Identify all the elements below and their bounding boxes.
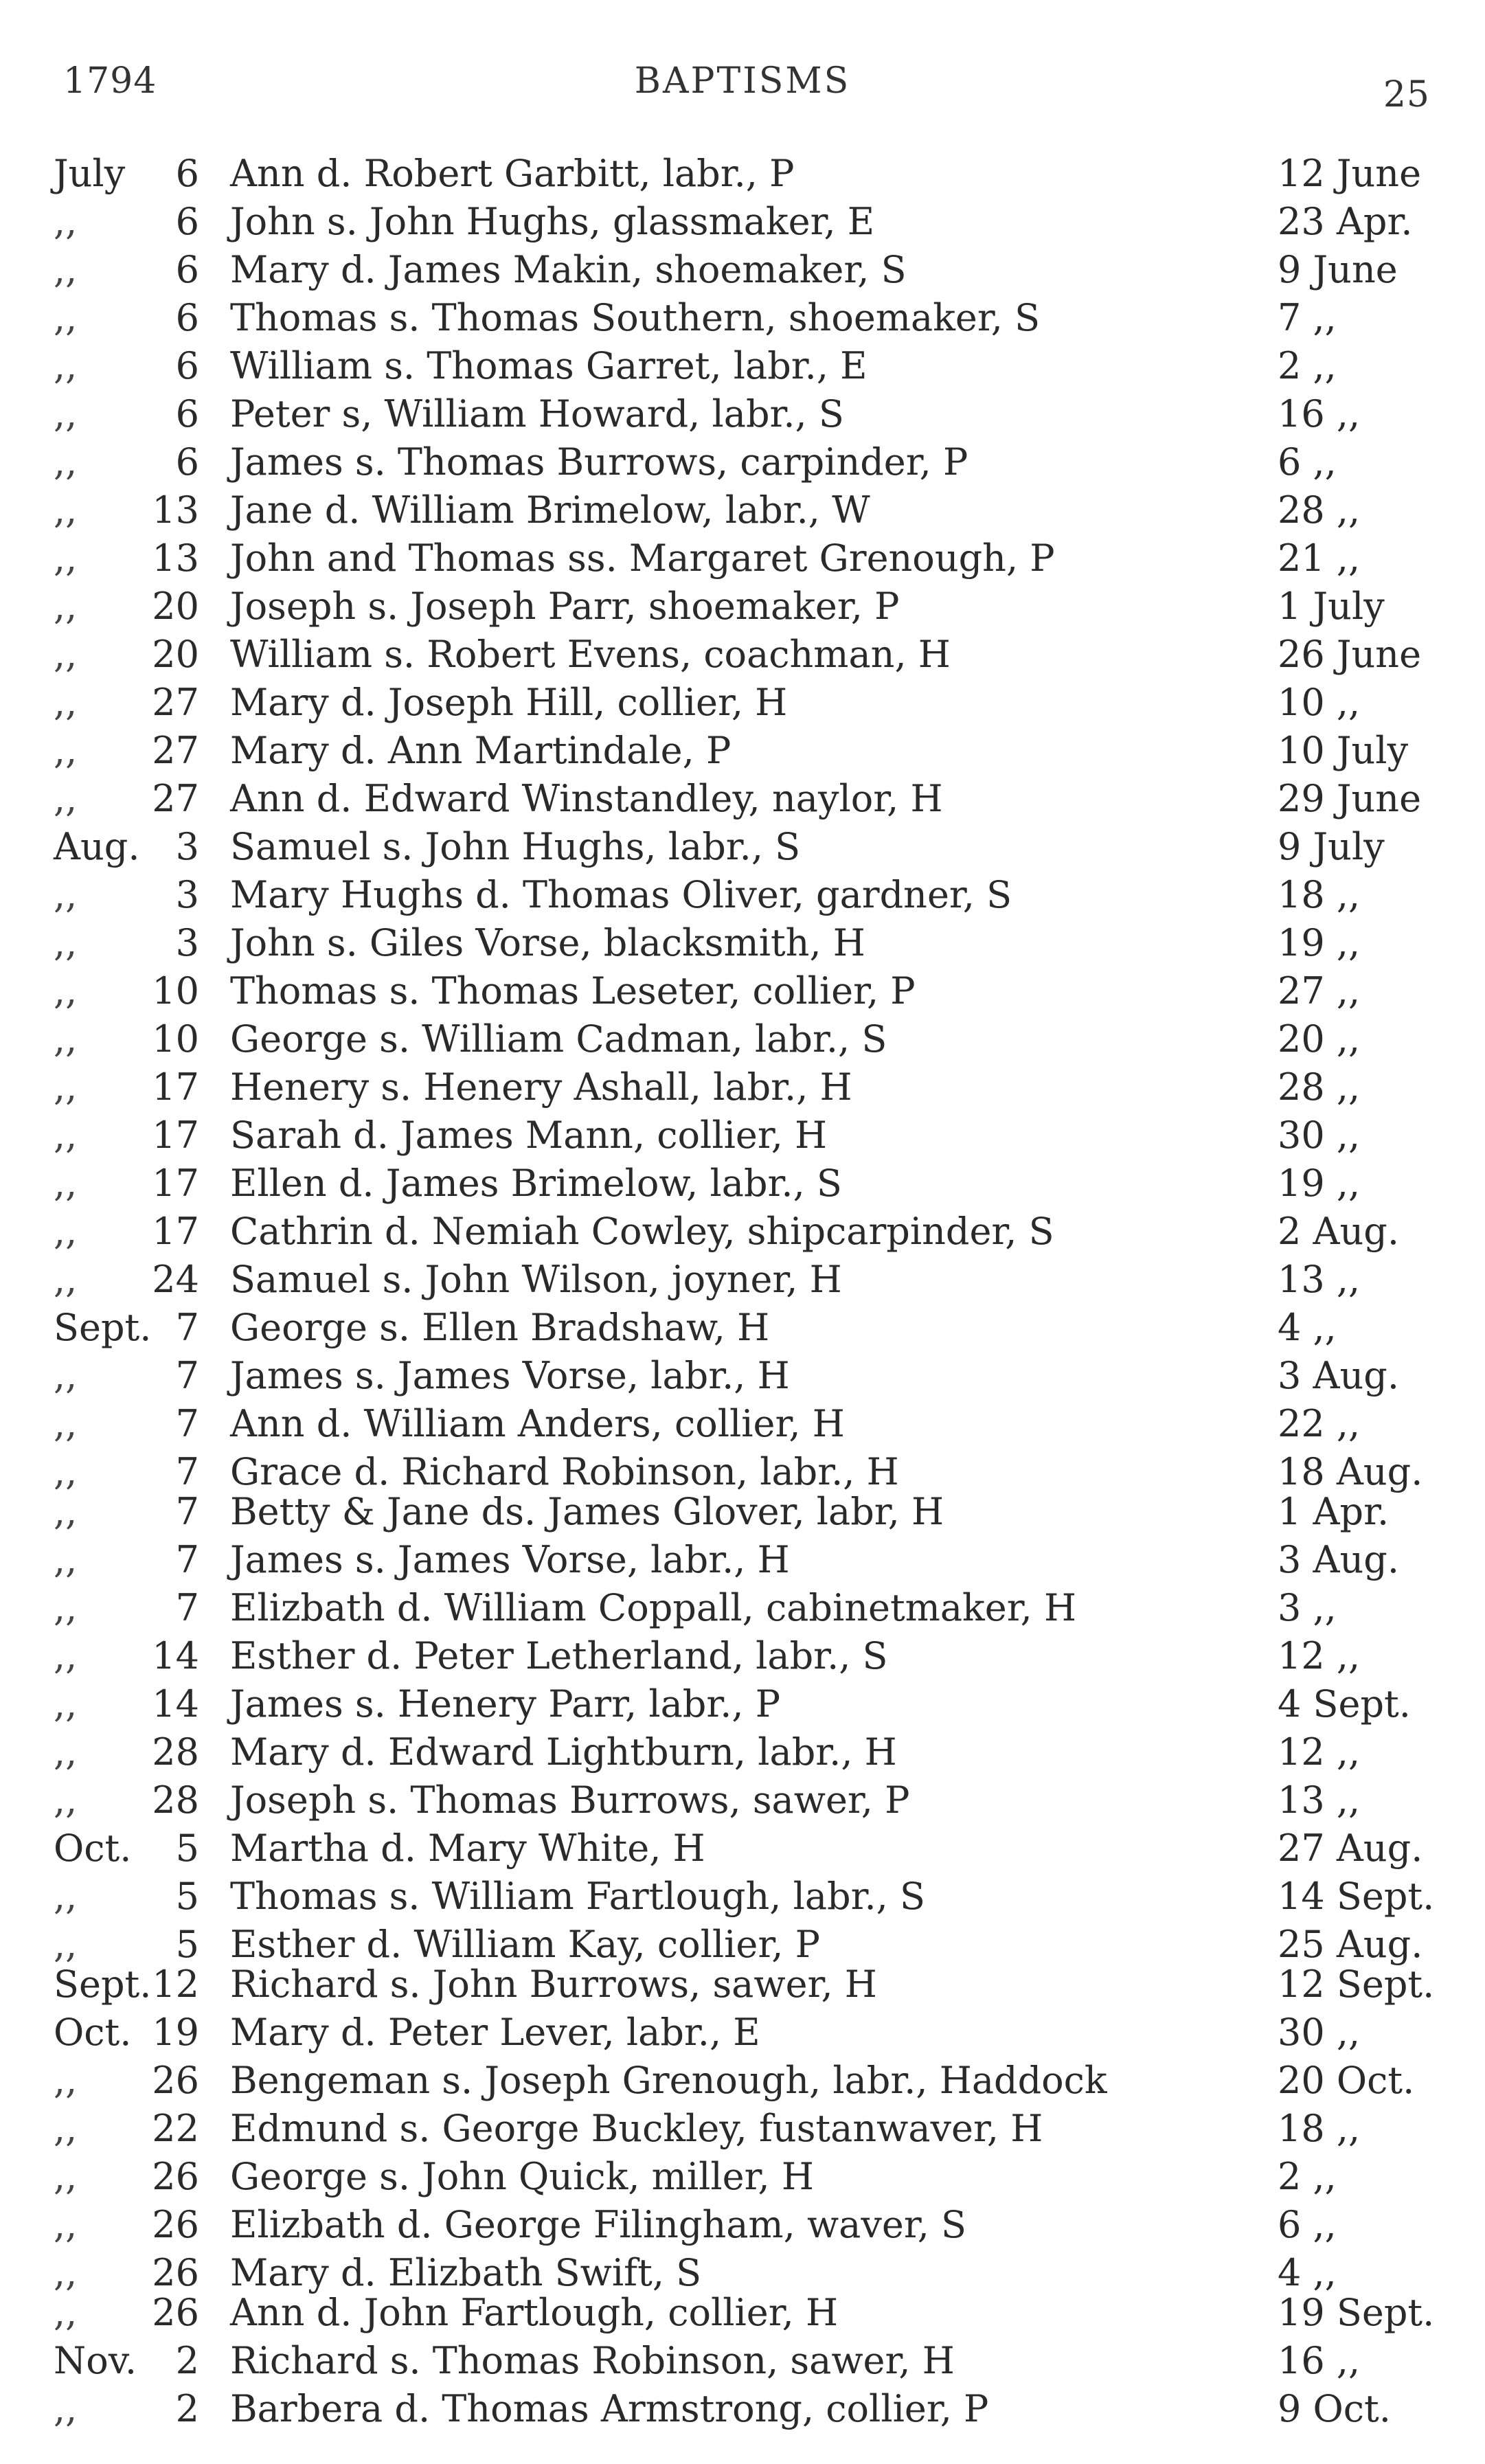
register-row xyxy=(0,2009,1485,2057)
birth-date: 22 ,, xyxy=(1278,1402,1361,1445)
baptism-month: ,, xyxy=(54,296,78,339)
baptism-day: 3 xyxy=(175,873,199,916)
baptism-month: July xyxy=(54,152,126,195)
baptism-month: Nov. xyxy=(54,2339,137,2382)
birth-date: 16 ,, xyxy=(1278,392,1361,436)
baptism-day: 14 xyxy=(152,1634,199,1677)
register-row xyxy=(0,1632,1485,1680)
birth-date: 7 ,, xyxy=(1278,296,1337,339)
baptism-day: 27 xyxy=(152,729,199,772)
baptism-day: 5 xyxy=(175,1827,199,1870)
baptism-day: 13 xyxy=(152,536,199,580)
register-row xyxy=(0,2057,1485,2105)
register-row xyxy=(0,1256,1485,1304)
baptism-day: 10 xyxy=(152,1017,199,1061)
baptism-month: ,, xyxy=(54,1017,78,1061)
register-row xyxy=(0,1015,1485,1063)
page-number: 25 xyxy=(1383,74,1430,115)
baptism-day: 5 xyxy=(175,1875,199,1918)
baptism-entry: Ellen d. James Brimelow, labr., S xyxy=(230,1162,842,1205)
baptism-month: Sept. xyxy=(54,1963,152,2006)
baptism-month: ,, xyxy=(54,1065,78,1109)
register-row xyxy=(0,390,1485,438)
register-row xyxy=(0,438,1485,486)
baptism-entry: Mary d. Ann Martindale, P xyxy=(230,729,732,772)
birth-date: 28 ,, xyxy=(1278,1065,1361,1109)
register-row xyxy=(0,150,1485,198)
birth-date: 26 June xyxy=(1278,633,1422,676)
birth-date: 1 July xyxy=(1278,585,1385,628)
register-row xyxy=(0,967,1485,1015)
register-row xyxy=(0,823,1485,871)
register-row xyxy=(0,1400,1485,1448)
register-row xyxy=(0,775,1485,823)
baptism-day: 7 xyxy=(175,1586,199,1629)
register-row xyxy=(0,1488,1485,1536)
baptism-day: 28 xyxy=(152,1778,199,1822)
baptism-month: ,, xyxy=(54,1538,78,1581)
baptism-entry: Jane d. William Brimelow, labr., W xyxy=(230,488,870,532)
birth-date: 9 June xyxy=(1278,248,1398,291)
birth-date: 4 ,, xyxy=(1278,2251,1337,2294)
birth-date: 30 ,, xyxy=(1278,2011,1361,2054)
birth-date: 6 ,, xyxy=(1278,2203,1337,2246)
baptism-day: 26 xyxy=(152,2291,199,2334)
baptism-month: ,, xyxy=(54,681,78,724)
birth-date: 12 Sept. xyxy=(1278,1963,1435,2006)
register-row xyxy=(0,1584,1485,1632)
baptism-month: ,, xyxy=(54,536,78,580)
baptism-month: Sept. xyxy=(54,1306,152,1349)
baptism-month: ,, xyxy=(54,777,78,820)
baptism-month: ,, xyxy=(54,344,78,387)
baptism-day: 6 xyxy=(175,296,199,339)
baptism-entry: Thomas s. Thomas Leseter, collier, P xyxy=(230,969,916,1013)
register-row xyxy=(0,2385,1485,2433)
birth-date: 4 ,, xyxy=(1278,1306,1337,1349)
birth-date: 20 Oct. xyxy=(1278,2059,1415,2102)
birth-date: 25 Aug. xyxy=(1278,1923,1423,1966)
baptism-month: ,, xyxy=(54,488,78,532)
register-row xyxy=(0,1208,1485,1256)
register-row xyxy=(0,2201,1485,2249)
baptism-day: 26 xyxy=(152,2203,199,2246)
baptism-month: ,, xyxy=(54,2203,78,2246)
register-row xyxy=(0,1873,1485,1921)
baptism-month: ,, xyxy=(54,2251,78,2294)
birth-date: 16 ,, xyxy=(1278,2339,1361,2382)
register-row xyxy=(0,1921,1485,1966)
baptism-day: 7 xyxy=(175,1354,199,1397)
birth-date: 2 Aug. xyxy=(1278,1210,1400,1253)
baptism-day: 28 xyxy=(152,1730,199,1774)
register-row xyxy=(0,2249,1485,2294)
baptism-entry: Thomas s. Thomas Southern, shoemaker, S xyxy=(230,296,1041,339)
baptism-entry: Henery s. Henery Ashall, labr., H xyxy=(230,1065,852,1109)
register-row xyxy=(0,1160,1485,1208)
register-row xyxy=(0,631,1485,679)
birth-date: 1 Apr. xyxy=(1278,1490,1390,1533)
baptism-month: ,, xyxy=(54,1730,78,1774)
register-row xyxy=(0,727,1485,775)
register-row xyxy=(0,1728,1485,1776)
birth-date: 2 ,, xyxy=(1278,344,1337,387)
birth-date: 18 Aug. xyxy=(1278,1450,1423,1493)
baptism-entry: Ann d. John Fartlough, collier, H xyxy=(230,2291,839,2334)
baptism-day: 6 xyxy=(175,152,199,195)
baptism-day: 22 xyxy=(152,2107,199,2150)
baptism-entry: George s. John Quick, miller, H xyxy=(230,2155,814,2198)
baptism-entry: James s. James Vorse, labr., H xyxy=(230,1354,790,1397)
baptism-entry: Martha d. Mary White, H xyxy=(230,1827,705,1870)
register-row xyxy=(0,679,1485,727)
baptism-entry: Grace d. Richard Robinson, labr., H xyxy=(230,1450,899,1493)
register-row xyxy=(0,486,1485,534)
baptism-entry: Ann d. Edward Winstandley, naylor, H xyxy=(230,777,943,820)
baptism-day: 27 xyxy=(152,777,199,820)
baptism-day: 26 xyxy=(152,2251,199,2294)
register-row xyxy=(0,342,1485,390)
birth-date: 18 ,, xyxy=(1278,873,1361,916)
baptism-day: 10 xyxy=(152,969,199,1013)
baptism-month: ,, xyxy=(54,729,78,772)
baptism-day: 26 xyxy=(152,2155,199,2198)
birth-date: 3 Aug. xyxy=(1278,1538,1400,1581)
register-row xyxy=(0,198,1485,246)
baptism-entry: Betty & Jane ds. James Glover, labr, H xyxy=(230,1490,944,1533)
baptism-day: 6 xyxy=(175,392,199,436)
baptism-entry: James s. Henery Parr, labr., P xyxy=(230,1682,781,1726)
baptism-month: ,, xyxy=(54,1634,78,1677)
baptism-day: 26 xyxy=(152,2059,199,2102)
baptism-entry: James s. James Vorse, labr., H xyxy=(230,1538,790,1581)
birth-date: 4 Sept. xyxy=(1278,1682,1411,1726)
baptism-day: 3 xyxy=(175,921,199,964)
baptism-entry: Bengeman s. Joseph Grenough, labr., Haddock xyxy=(230,2059,1107,2102)
birth-date: 27 Aug. xyxy=(1278,1827,1423,1870)
baptism-month: ,, xyxy=(54,1682,78,1726)
baptism-entry: Mary d. Joseph Hill, collier, H xyxy=(230,681,788,724)
baptism-month: ,, xyxy=(54,1114,78,1157)
baptism-day: 12 xyxy=(152,1963,199,2006)
register-row xyxy=(0,1352,1485,1400)
baptism-register xyxy=(0,150,1485,2433)
register-row xyxy=(0,583,1485,631)
baptism-entry: Joseph s. Thomas Burrows, sawer, P xyxy=(230,1778,910,1822)
baptism-month: ,, xyxy=(54,585,78,628)
register-row xyxy=(0,2105,1485,2153)
baptism-month: ,, xyxy=(54,1162,78,1205)
register-row xyxy=(0,2289,1485,2337)
baptism-day: 7 xyxy=(175,1450,199,1493)
baptism-month: ,, xyxy=(54,1490,78,1533)
baptism-entry: John s. John Hughs, glassmaker, E xyxy=(230,200,875,243)
birth-date: 14 Sept. xyxy=(1278,1875,1435,1918)
baptism-month: ,, xyxy=(54,1586,78,1629)
baptism-month: ,, xyxy=(54,1450,78,1493)
baptism-month: ,, xyxy=(54,200,78,243)
baptism-entry: Mary Hughs d. Thomas Oliver, gardner, S xyxy=(230,873,1012,916)
baptism-day: 20 xyxy=(152,585,199,628)
birth-date: 19 ,, xyxy=(1278,921,1361,964)
birth-date: 2 ,, xyxy=(1278,2155,1337,2198)
baptism-day: 6 xyxy=(175,200,199,243)
birth-date: 6 ,, xyxy=(1278,440,1337,484)
baptism-month: ,, xyxy=(54,921,78,964)
register-row xyxy=(0,294,1485,342)
baptism-entry: Thomas s. William Fartlough, labr., S xyxy=(230,1875,925,1918)
baptism-day: 27 xyxy=(152,681,199,724)
baptism-month: Aug. xyxy=(54,825,140,868)
register-row xyxy=(0,1063,1485,1111)
baptism-day: 6 xyxy=(175,248,199,291)
baptism-entry: Samuel s. John Wilson, joyner, H xyxy=(230,1258,842,1301)
baptism-day: 17 xyxy=(152,1210,199,1253)
register-row xyxy=(0,246,1485,294)
baptism-day: 17 xyxy=(152,1114,199,1157)
baptism-entry: Mary d. Peter Lever, labr., E xyxy=(230,2011,760,2054)
baptism-month: Oct. xyxy=(54,1827,132,1870)
baptism-month: ,, xyxy=(54,2387,78,2430)
baptism-entry: Richard s. Thomas Robinson, sawer, H xyxy=(230,2339,955,2382)
register-row xyxy=(0,1111,1485,1160)
birth-date: 18 ,, xyxy=(1278,2107,1361,2150)
baptism-entry: Esther d. Peter Letherland, labr., S xyxy=(230,1634,888,1677)
baptism-entry: Mary d. James Makin, shoemaker, S xyxy=(230,248,907,291)
register-row xyxy=(0,1448,1485,1493)
baptism-month: ,, xyxy=(54,633,78,676)
baptism-month: ,, xyxy=(54,2059,78,2102)
register-row xyxy=(0,1960,1485,2009)
baptism-entry: William s. Thomas Garret, labr., E xyxy=(230,344,868,387)
baptism-day: 7 xyxy=(175,1402,199,1445)
baptism-entry: Barbera d. Thomas Armstrong, collier, P xyxy=(230,2387,989,2430)
birth-date: 9 Oct. xyxy=(1278,2387,1391,2430)
baptism-entry: Elizbath d. George Filingham, waver, S xyxy=(230,2203,967,2246)
baptism-entry: Joseph s. Joseph Parr, shoemaker, P xyxy=(230,585,900,628)
baptism-entry: Ann d. William Anders, collier, H xyxy=(230,1402,845,1445)
baptism-day: 14 xyxy=(152,1682,199,1726)
baptism-day: 3 xyxy=(175,825,199,868)
birth-date: 10 ,, xyxy=(1278,681,1361,724)
baptism-month: ,, xyxy=(54,873,78,916)
baptism-entry: John s. Giles Vorse, blacksmith, H xyxy=(230,921,865,964)
baptism-day: 7 xyxy=(175,1490,199,1533)
register-row xyxy=(0,919,1485,967)
baptism-entry: Elizbath d. William Coppall, cabinetmaker, H xyxy=(230,1586,1077,1629)
baptism-month: ,, xyxy=(54,440,78,484)
birth-date: 30 ,, xyxy=(1278,1114,1361,1157)
birth-date: 28 ,, xyxy=(1278,488,1361,532)
birth-date: 20 ,, xyxy=(1278,1017,1361,1061)
register-row xyxy=(0,1536,1485,1584)
page-title: BAPTISMS xyxy=(634,60,851,102)
birth-date: 3 ,, xyxy=(1278,1586,1337,1629)
register-row xyxy=(0,2153,1485,2201)
baptism-day: 7 xyxy=(175,1306,199,1349)
baptism-month: ,, xyxy=(54,969,78,1013)
baptism-month: Oct. xyxy=(54,2011,132,2054)
baptism-entry: Sarah d. James Mann, collier, H xyxy=(230,1114,828,1157)
birth-date: 3 Aug. xyxy=(1278,1354,1400,1397)
baptism-entry: Peter s, William Howard, labr., S xyxy=(230,392,844,436)
page-year: 1794 xyxy=(63,60,157,102)
birth-date: 12 ,, xyxy=(1278,1634,1361,1677)
baptism-day: 20 xyxy=(152,633,199,676)
baptism-day: 6 xyxy=(175,344,199,387)
birth-date: 19 ,, xyxy=(1278,1162,1361,1205)
baptism-day: 2 xyxy=(175,2387,199,2430)
register-row xyxy=(0,1304,1485,1352)
birth-date: 13 ,, xyxy=(1278,1778,1361,1822)
baptism-month: ,, xyxy=(54,2291,78,2334)
baptism-entry: Mary d. Edward Lightburn, labr., H xyxy=(230,1730,897,1774)
birth-date: 19 Sept. xyxy=(1278,2291,1435,2334)
birth-date: 29 June xyxy=(1278,777,1422,820)
register-row xyxy=(0,534,1485,583)
birth-date: 12 June xyxy=(1278,152,1422,195)
baptism-month: ,, xyxy=(54,1402,78,1445)
baptism-month: ,, xyxy=(54,1258,78,1301)
baptism-entry: Ann d. Robert Garbitt, labr., P xyxy=(230,152,795,195)
baptism-day: 17 xyxy=(152,1162,199,1205)
baptism-month: ,, xyxy=(54,248,78,291)
baptism-day: 24 xyxy=(152,1258,199,1301)
baptism-month: ,, xyxy=(54,2107,78,2150)
baptism-entry: George s. Ellen Bradshaw, H xyxy=(230,1306,770,1349)
baptism-entry: William s. Robert Evens, coachman, H xyxy=(230,633,951,676)
baptism-entry: Samuel s. John Hughs, labr., S xyxy=(230,825,801,868)
birth-date: 23 Apr. xyxy=(1278,200,1413,243)
baptism-month: ,, xyxy=(54,1354,78,1397)
baptism-day: 5 xyxy=(175,1923,199,1966)
register-row xyxy=(0,2337,1485,2385)
register-row xyxy=(0,1824,1485,1873)
baptism-month: ,, xyxy=(54,1778,78,1822)
baptism-entry: John and Thomas ss. Margaret Grenough, P xyxy=(230,536,1055,580)
baptism-day: 19 xyxy=(152,2011,199,2054)
birth-date: 13 ,, xyxy=(1278,1258,1361,1301)
birth-date: 10 July xyxy=(1278,729,1409,772)
baptism-day: 2 xyxy=(175,2339,199,2382)
baptism-day: 13 xyxy=(152,488,199,532)
baptism-entry: James s. Thomas Burrows, carpinder, P xyxy=(230,440,968,484)
baptism-month: ,, xyxy=(54,1923,78,1966)
register-row xyxy=(0,1776,1485,1824)
baptism-entry: Esther d. William Kay, collier, P xyxy=(230,1923,820,1966)
register-row xyxy=(0,871,1485,919)
baptism-month: ,, xyxy=(54,1210,78,1253)
birth-date: 9 July xyxy=(1278,825,1385,868)
baptism-entry: Edmund s. George Buckley, fustanwaver, H xyxy=(230,2107,1043,2150)
baptism-day: 7 xyxy=(175,1538,199,1581)
register-row xyxy=(0,1680,1485,1728)
birth-date: 12 ,, xyxy=(1278,1730,1361,1774)
baptism-entry: Cathrin d. Nemiah Cowley, shipcarpinder, S xyxy=(230,1210,1054,1253)
baptism-day: 17 xyxy=(152,1065,199,1109)
baptism-month: ,, xyxy=(54,1875,78,1918)
baptism-month: ,, xyxy=(54,392,78,436)
birth-date: 21 ,, xyxy=(1278,536,1361,580)
baptism-month: ,, xyxy=(54,2155,78,2198)
baptism-entry: George s. William Cadman, labr., S xyxy=(230,1017,887,1061)
baptism-day: 6 xyxy=(175,440,199,484)
baptism-entry: Mary d. Elizbath Swift, S xyxy=(230,2251,702,2294)
birth-date: 27 ,, xyxy=(1278,969,1361,1013)
baptism-entry: Richard s. John Burrows, sawer, H xyxy=(230,1963,877,2006)
